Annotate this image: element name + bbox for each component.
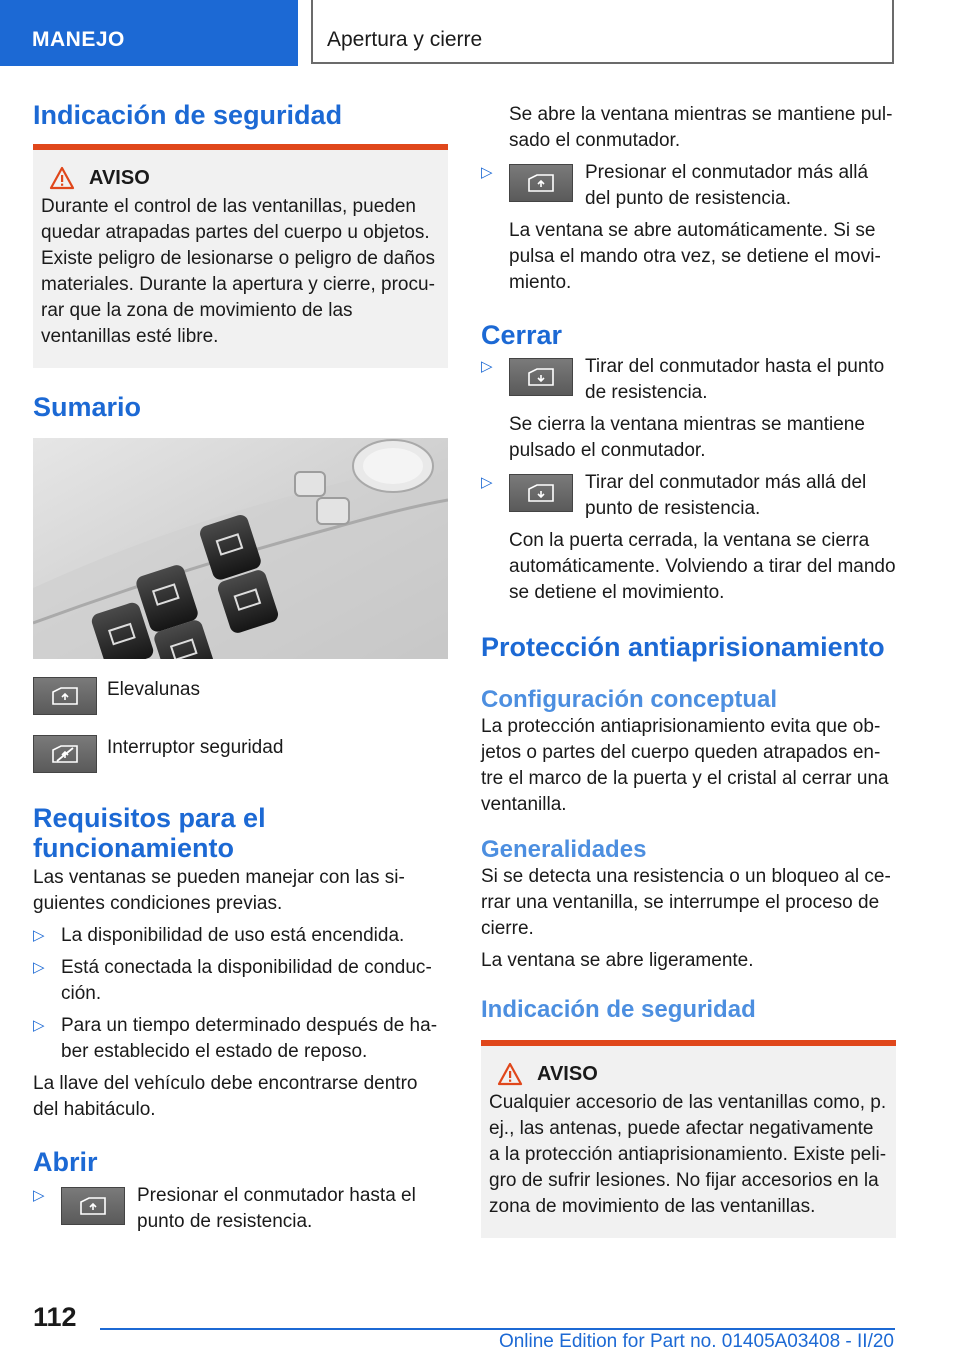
close-step-1-text: Tirar del conmutador hasta el punto de resistencia. [585,356,885,403]
close-step-1-note: Se cierra la ventana mientras se mantiene pulsado el conmutador. [509,414,865,461]
legend-safety-switch-text: Interruptor seguridad [107,737,284,758]
warning-box-2 [481,1040,896,1238]
heading-summary: Sumario [33,392,142,422]
warning-box [33,144,448,368]
triangle-bullet-icon: ▷ [33,1187,45,1204]
triangle-bullet-icon: ▷ [33,959,45,976]
triangle-bullet-icon: ▷ [33,927,45,944]
window-lifter-icon [61,1187,125,1225]
concept-text: La protección antiaprisionamiento evita que objetos o partes del cuerpo queden atrapados entre el marco de la puerta y el cristal al cerrar una ventanilla. [481,716,889,815]
footer-divider [100,1328,895,1330]
open-step-2-text: Presionar el conmutador más allá del punto de resistencia. [585,162,869,209]
close-step-2-text: Tirar del conmutador más allá del punto de resistencia. [585,472,867,519]
legend-window-lifter [33,677,448,715]
footer-edition: Online Edition for Part no. 01405A03408 - II/20 [498,1331,894,1352]
warning-text: Durante el control de las ventanillas, pueden quedar atrapadas partes del cuerpo u objetos. Existe peligro de lesionarse o peligro de daños materiales. Durante la apertura y cierre, procurar que la zona de movimiento de las ventanillas esté libre. [41,196,435,347]
heading-open: Abrir [33,1147,98,1177]
triangle-bullet-icon: ▷ [481,358,493,375]
header-chapter-label: Apertura y cierre [327,28,483,51]
heading-safety-2: Indicación de seguridad [481,996,756,1023]
open-step-2 [481,160,896,212]
warning-text: Cualquier accesorio de las ventanillas como, p. ej., las antenas, puede afectar negativamente a la protección antiaprisionamiento. Existe peligro de sufrir lesiones. No fijar accesorios en la zona de movimiento de las ventanillas. [489,1092,887,1217]
right-column [481,100,896,1238]
heading-concept: Configuración conceptual [481,686,778,713]
requirements-intro: Las ventanas se pueden manejar con las siguientes condiciones previas. [33,867,405,914]
requirement-item-text: Para un tiempo determinado después de haber establecido el estado de reposo. [61,1015,438,1062]
heading-protection: Protección antiaprisionamiento [481,632,885,662]
requirement-item-text: La disponibilidad de uso está encendida. [61,925,405,946]
requirements-outro: La llave del vehículo debe encontrarse dentro del habitáculo. [33,1073,418,1120]
window-lifter-icon [509,474,573,512]
left-column [33,100,448,1235]
safety-switch-icon [33,735,97,773]
door-panel-illustration [33,438,448,659]
general-text-2: La ventana se abre ligeramente. [481,950,754,971]
legend-safety-switch [33,735,448,773]
header-section-label: MANEJO [32,28,125,51]
triangle-bullet-icon: ▷ [481,474,493,491]
warning-label: AVISO [537,1062,598,1085]
window-switches-photo [33,438,448,659]
header-chapter-box [311,0,894,64]
heading-general: Generalidades [481,836,647,863]
requirement-item [33,923,448,949]
warning-label: AVISO [89,166,150,189]
warning-triangle-icon [49,166,75,190]
heading-close: Cerrar [481,320,563,350]
header-section-tab [0,0,298,66]
page-number: 112 [33,1302,77,1332]
close-step-2 [481,470,896,522]
close-step-1 [481,354,896,406]
open-step-2-note: La ventana se abre automáticamente. Si se pulsa el mando otra vez, se detiene el movimiento. [509,220,881,293]
heading-requirements: Requisitos para el funcionamiento [33,803,266,863]
open-step-1 [33,1183,448,1235]
requirement-item [33,955,448,1007]
window-lifter-icon [33,677,97,715]
triangle-bullet-icon: ▷ [481,164,493,181]
window-lifter-icon [509,358,573,396]
requirement-item [33,1013,448,1065]
open-step-1-note: Se abre la ventana mientras se mantiene pulsado el conmutador. [509,104,893,151]
requirement-item-text: Está conectada la disponibilidad de conducción. [61,957,432,1004]
window-lifter-icon [509,164,573,202]
heading-safety: Indicación de seguridad [33,100,343,130]
legend-window-lifter-text: Elevalunas [107,679,200,700]
warning-triangle-icon [497,1062,523,1086]
close-step-2-note: Con la puerta cerrada, la ventana se cierra automáticamente. Volviendo a tirar del mando se detiene el movimiento. [509,530,896,603]
triangle-bullet-icon: ▷ [33,1017,45,1034]
open-step-1-text: Presionar el conmutador hasta el punto de resistencia. [137,1185,416,1232]
general-text-1: Si se detecta una resistencia o un bloqueo al cerrar una ventanilla, se interrumpe el proceso de cierre. [481,866,891,939]
